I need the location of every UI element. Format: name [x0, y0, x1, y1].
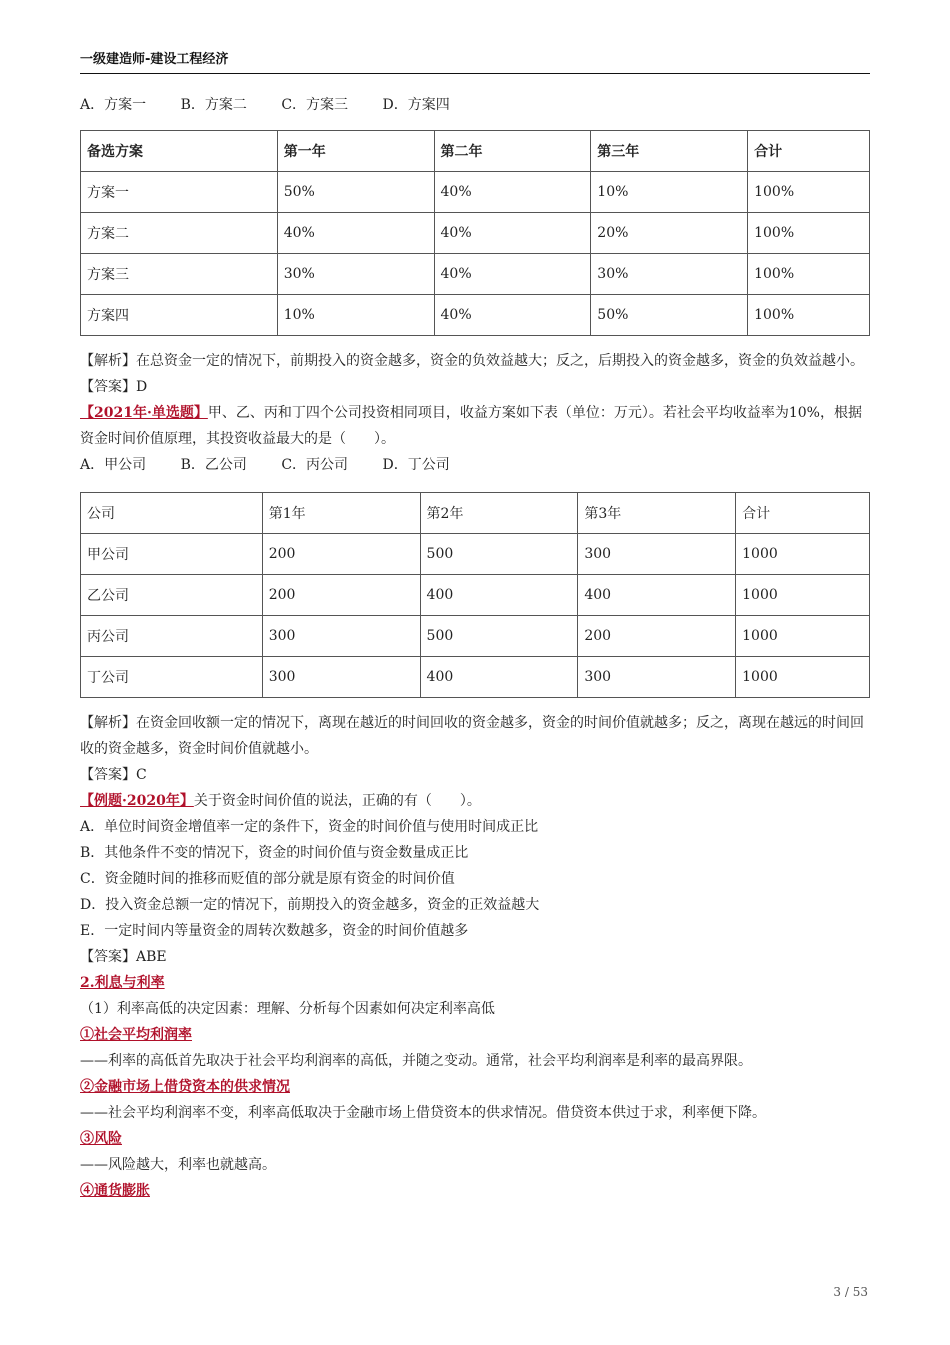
- table-header-cell: 第一年: [277, 131, 434, 172]
- q1-table: [80, 130, 870, 336]
- q1-option: D．方案四: [382, 97, 450, 113]
- q1-analysis: 【解析】在总资金一定的情况下，前期投入的资金越多，资金的负效益越大；反之，后期投入的资金越多，资金的负效益越小。: [80, 353, 864, 369]
- section-intro: （1）利率高低的决定因素：理解、分析每个因素如何决定利率高低: [80, 1001, 495, 1017]
- table-cell: 500: [420, 534, 578, 575]
- table-cell: 40%: [434, 213, 591, 254]
- table-cell: 300: [578, 534, 736, 575]
- table-header-cell: 合计: [736, 493, 870, 534]
- table-row: [81, 575, 870, 616]
- q2-tag: 【2021年·单选题】: [80, 405, 208, 421]
- table-cell: 400: [420, 657, 578, 698]
- table-cell: 40%: [277, 213, 434, 254]
- table-header-cell: 第三年: [591, 131, 748, 172]
- table-header-cell: 第2年: [420, 493, 578, 534]
- table-cell: 30%: [277, 254, 434, 295]
- table-cell: 200: [262, 575, 420, 616]
- table-row: [81, 657, 870, 698]
- table-cell: 乙公司: [81, 575, 263, 616]
- table-cell: 1000: [736, 657, 870, 698]
- table-cell: 100%: [748, 295, 870, 336]
- table-row: [81, 295, 870, 336]
- table-cell: 10%: [277, 295, 434, 336]
- q1-option: B．方案二: [180, 97, 247, 113]
- q3-option: E．一定时间内等量资金的周转次数越多，资金的时间价值越多: [80, 923, 469, 939]
- page-header-title: 一级建造师-建设工程经济: [80, 52, 229, 67]
- table-cell: 500: [420, 616, 578, 657]
- q3-option: B．其他条件不变的情况下，资金的时间价值与资金数量成正比: [80, 845, 469, 861]
- table-header-row: [81, 493, 870, 534]
- section-title: 2.利息与利率: [80, 975, 165, 991]
- table-cell: 方案一: [81, 172, 278, 213]
- page-number: 3 / 53: [833, 1285, 868, 1299]
- table-cell: 40%: [434, 295, 591, 336]
- table-cell: 方案四: [81, 295, 278, 336]
- q2-answer: 【答案】C: [80, 767, 147, 783]
- table-cell: 甲公司: [81, 534, 263, 575]
- page-content: [80, 92, 870, 1204]
- table-cell: 50%: [277, 172, 434, 213]
- q2-option: A．甲公司: [80, 457, 147, 473]
- table-row: [81, 213, 870, 254]
- table-cell: 400: [420, 575, 578, 616]
- q1-option: C．方案三: [281, 97, 349, 113]
- q1-answer: 【答案】D: [80, 379, 148, 395]
- table-cell: 200: [262, 534, 420, 575]
- factor-title: ②金融市场上借贷资本的供求情况: [80, 1079, 290, 1095]
- factor-desc: ——社会平均利润率不变，利率高低取决于金融市场上借贷资本的供求情况。借贷资本供过于求，利率便下降。: [80, 1105, 766, 1121]
- header-divider: [80, 73, 870, 74]
- table-cell: 方案三: [81, 254, 278, 295]
- table-cell: 40%: [434, 172, 591, 213]
- table-header-row: [81, 131, 870, 172]
- table-header-cell: 第3年: [578, 493, 736, 534]
- table-cell: 300: [578, 657, 736, 698]
- q1-option: A．方案一: [80, 97, 147, 113]
- table-header-cell: 备选方案: [81, 131, 278, 172]
- factor-title: ④通货膨胀: [80, 1183, 150, 1199]
- table-cell: 30%: [591, 254, 748, 295]
- table-cell: 20%: [591, 213, 748, 254]
- table-cell: 100%: [748, 213, 870, 254]
- table-cell: 400: [578, 575, 736, 616]
- table-cell: 1000: [736, 616, 870, 657]
- table-cell: 50%: [591, 295, 748, 336]
- q2-table: [80, 492, 870, 698]
- q2-options: [80, 452, 870, 478]
- table-cell: 方案二: [81, 213, 278, 254]
- table-cell: 10%: [591, 172, 748, 213]
- q3-stem: 关于资金时间价值的说法，正确的有（ ）。: [193, 793, 481, 809]
- q3-tag: 【例题·2020年】: [80, 793, 194, 809]
- q2-analysis: 【解析】在资金回收额一定的情况下，离现在越近的时间回收的资金越多，资金的时间价值就越多；反之，离现在越远的时间回收的资金越多，资金时间价值就越小。: [80, 715, 864, 757]
- table-cell: 100%: [748, 254, 870, 295]
- table-row: [81, 534, 870, 575]
- q3-option: C．资金随时间的推移而贬值的部分就是原有资金的时间价值: [80, 871, 455, 887]
- table-cell: 丙公司: [81, 616, 263, 657]
- q2-question: [80, 400, 870, 452]
- q3-question: [80, 788, 870, 814]
- factor-desc: ——利率的高低首先取决于社会平均利润率的高低，并随之变动。通常，社会平均利润率是利率的最高界限。: [80, 1053, 752, 1069]
- table-cell: 200: [578, 616, 736, 657]
- table-row: [81, 254, 870, 295]
- table-header-cell: 合计: [748, 131, 870, 172]
- table-header-cell: 第二年: [434, 131, 591, 172]
- factor-title: ①社会平均利润率: [80, 1027, 192, 1043]
- table-cell: 300: [262, 616, 420, 657]
- table-cell: 1000: [736, 534, 870, 575]
- q3-option: A．单位时间资金增值率一定的条件下，资金的时间价值与使用时间成正比: [80, 819, 539, 835]
- table-row: [81, 616, 870, 657]
- table-cell: 丁公司: [81, 657, 263, 698]
- factor-title: ③风险: [80, 1131, 122, 1147]
- q2-option: D．丁公司: [382, 457, 450, 473]
- q2-stem: 甲、乙、丙和丁四个公司投资相同项目，收益方案如下表（单位：万元）。若社会平均收益率为10%，根据资金时间价值原理，其投资收益最大的是（ ）。: [80, 405, 862, 447]
- table-row: [81, 172, 870, 213]
- table-header-cell: 公司: [81, 493, 263, 534]
- table-cell: 1000: [736, 575, 870, 616]
- table-header-cell: 第1年: [262, 493, 420, 534]
- q2-option: C．丙公司: [281, 457, 349, 473]
- q3-option: D．投入资金总额一定的情况下，前期投入的资金越多，资金的正效益越大: [80, 897, 540, 913]
- factor-desc: ——风险越大，利率也就越高。: [80, 1157, 276, 1173]
- table-cell: 100%: [748, 172, 870, 213]
- table-cell: 300: [262, 657, 420, 698]
- table-cell: 40%: [434, 254, 591, 295]
- q2-option: B．乙公司: [180, 457, 247, 473]
- q1-options: [80, 92, 870, 118]
- q3-answer: 【答案】ABE: [80, 949, 167, 965]
